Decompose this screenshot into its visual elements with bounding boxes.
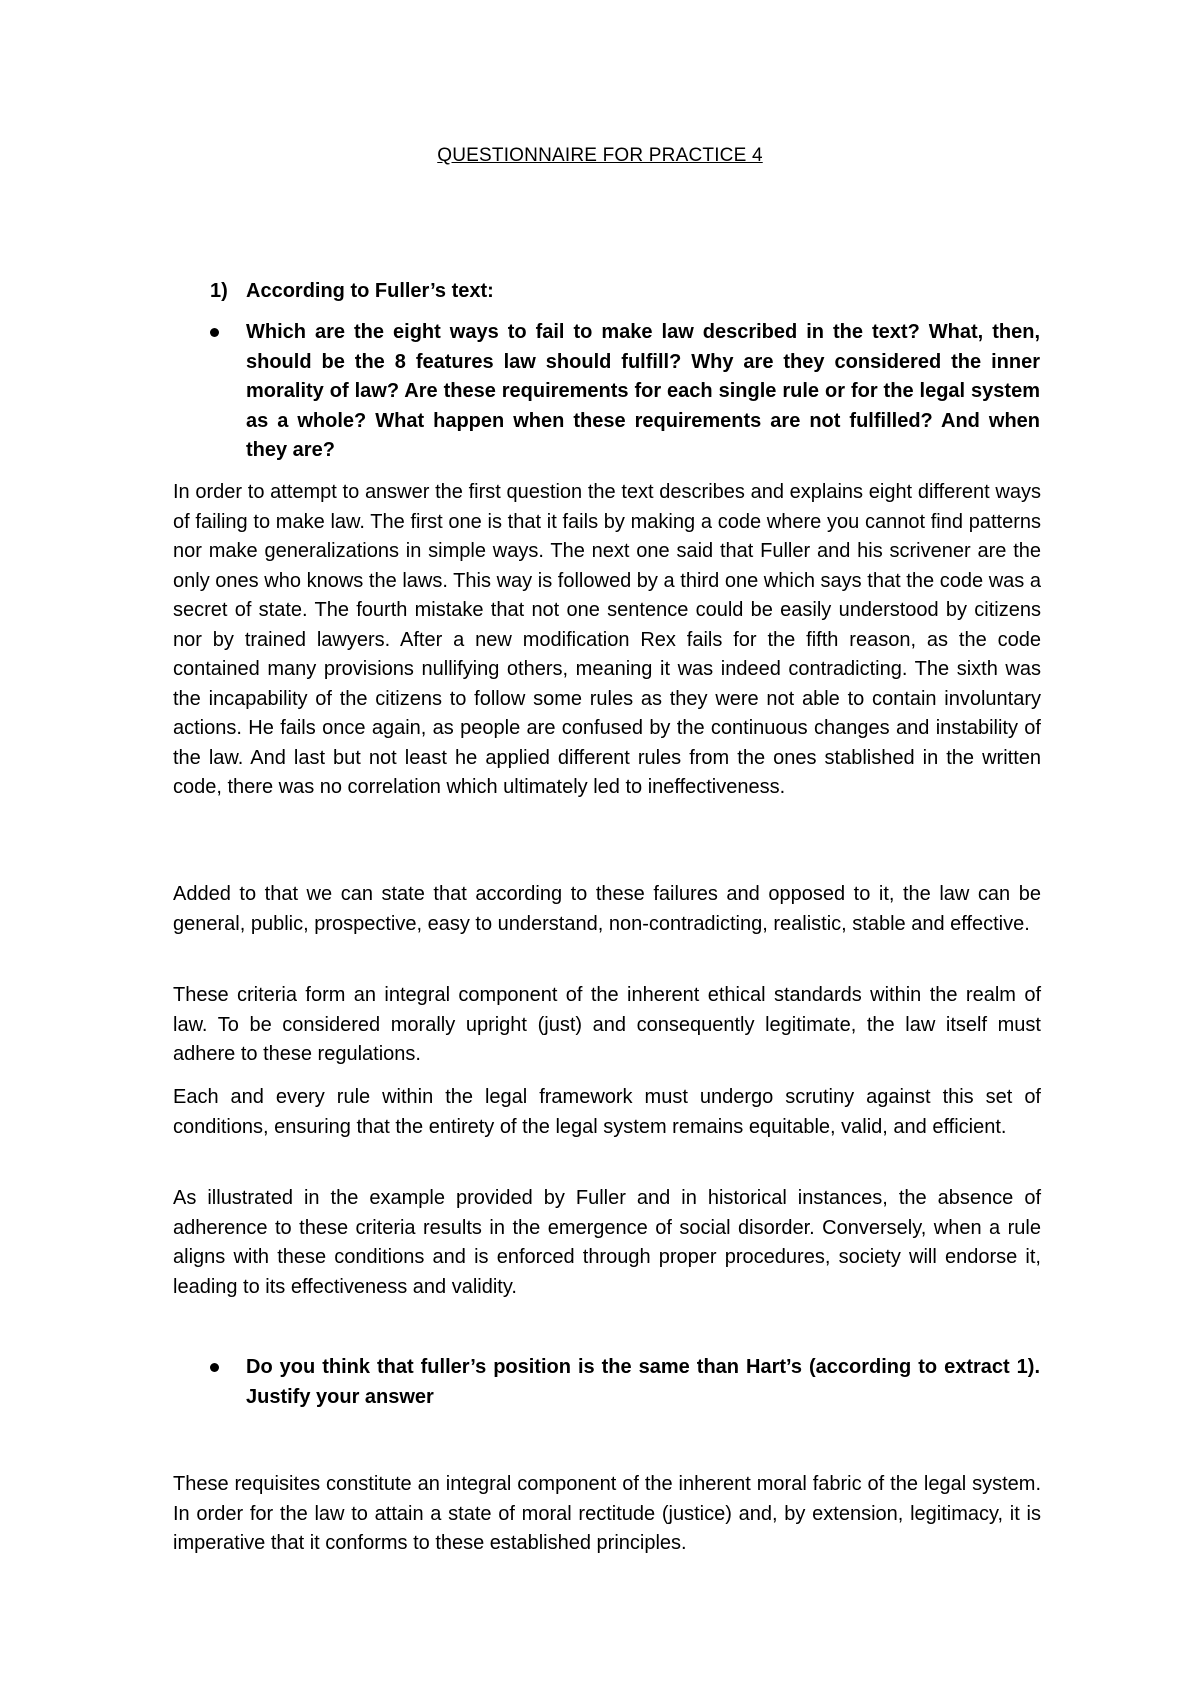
bullet-question-2 xyxy=(210,1353,1040,1412)
answer-paragraph: Added to that we can state that according to these failures and opposed to it, the law can be general, public, prospective, easy to understand, non-contradicting, realistic, stable and effective. xyxy=(173,883,1041,935)
document-title: QUESTIONNAIRE FOR PRACTICE 4 xyxy=(437,145,763,166)
answer-paragraph: In order to attempt to answer the first question the text describes and explains eight different ways of failing to make law. The first one is that it fails by making a code where you cannot find patterns nor make generalizations in simple ways. The next one said that Fuller and his scrivener are the only ones who knows the laws. This way is followed by a third one which says that the code was a secret of state. The fourth mistake that not one sentence could be easily understood by citizens nor by trained lawyers. After a new modification Rex fails for the fifth reason, as the code contained many provisions nullifying others, meaning it was indeed contradicting. The sixth was the incapability of the citizens to follow some rules as they were not able to contain involuntary actions. He fails once again, as people are confused by the continuous changes and instability of the law. And last but not least he applied different rules from the ones stablished in the written code, there was no correlation which ultimately led to ineffectiveness. xyxy=(173,481,1041,798)
bullet-icon xyxy=(210,328,219,337)
answer-paragraph: These criteria form an integral component of the inherent ethical standards within the realm of law. To be considered morally upright (just) and consequently legitimate, the law itself must adhere to these regulations. xyxy=(173,984,1041,1065)
bullet-question-1 xyxy=(210,318,1040,466)
answer-paragraph: Each and every rule within the legal framework must undergo scrutiny against this set of conditions, ensuring that the entirety of the legal system remains equitable, valid, and efficient. xyxy=(173,1086,1041,1138)
bullet-icon xyxy=(210,1363,219,1372)
answer-paragraph: As illustrated in the example provided by Fuller and in historical instances, the absence of adherence to these criteria results in the emergence of social disorder. Conversely, when a rule aligns with these conditions and is enforced through proper procedures, society will endorse it, leading to its effectiveness and validity. xyxy=(173,1187,1041,1298)
question-1-heading xyxy=(210,280,494,303)
question-heading-text: According to Fuller’s text: xyxy=(246,280,494,302)
bullet-question-text: Do you think that fuller’s position is the same than Hart’s (according to extract 1). Justify your answer xyxy=(246,1356,1040,1408)
answer-paragraph: These requisites constitute an integral component of the inherent moral fabric of the legal system. In order for the law to attain a state of moral rectitude (justice) and, by extension, legitimacy, it is imperative that it conforms to these established principles. xyxy=(173,1473,1041,1554)
bullet-question-text: Which are the eight ways to fail to make law described in the text? What, then, should be the 8 features law should fulfill? Why are they considered the inner morality of law? Are these requirements for each single rule or for the legal system as a whole? What happen when these requirements are not fulfilled? And when they are? xyxy=(246,321,1040,461)
question-number: 1) xyxy=(210,280,228,302)
